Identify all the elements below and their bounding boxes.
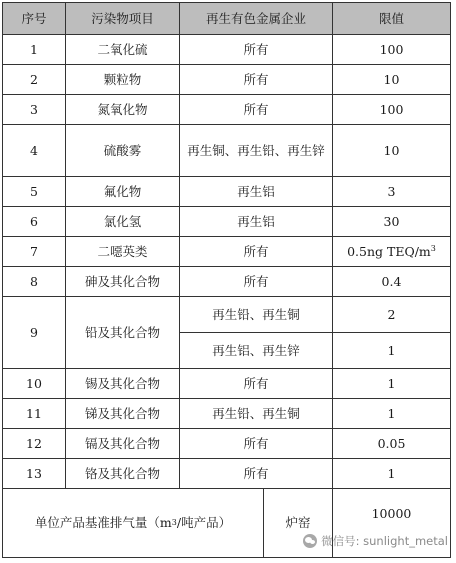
table-row xyxy=(3,95,451,125)
limit-value: 1 xyxy=(333,369,451,399)
pollutant-item: 氯化氢 xyxy=(66,207,180,237)
enterprise-type: 所有 xyxy=(180,95,333,125)
row-number: 3 xyxy=(3,95,66,125)
limit-value: 100 xyxy=(333,35,451,65)
row-number: 6 xyxy=(3,207,66,237)
enterprise-type: 所有 xyxy=(180,65,333,95)
limit-value: 10 xyxy=(333,65,451,95)
document-area xyxy=(2,2,451,558)
header-cell: 限值 xyxy=(333,3,451,35)
table-row xyxy=(3,35,451,65)
pollutant-item: 氟化物 xyxy=(66,177,180,207)
row-number: 11 xyxy=(3,399,66,429)
enterprise-type: 所有 xyxy=(180,459,333,489)
row-number: 13 xyxy=(3,459,66,489)
watermark-text: 微信号: sunlight_metal xyxy=(321,534,448,548)
table-row xyxy=(3,125,451,177)
header-row xyxy=(3,3,451,35)
enterprise-type: 再生铅、再生铜 xyxy=(180,297,333,333)
pollutant-item: 二噁英类 xyxy=(66,237,180,267)
watermark xyxy=(303,533,448,549)
row-number: 10 xyxy=(3,369,66,399)
wechat-icon xyxy=(303,534,317,548)
enterprise-type: 再生铝 xyxy=(180,177,333,207)
table-row xyxy=(3,429,451,459)
limit-value: 3 xyxy=(333,177,451,207)
limit-value: 10 xyxy=(333,125,451,177)
table-row xyxy=(3,267,451,297)
row-number: 12 xyxy=(3,429,66,459)
header-cell: 再生有色金属企业 xyxy=(180,3,333,35)
pollutant-item: 镉及其化合物 xyxy=(66,429,180,459)
row-number: 9 xyxy=(3,297,66,369)
pollutant-item: 二氧化硫 xyxy=(66,35,180,65)
row-number: 1 xyxy=(3,35,66,65)
limit-value: 1 xyxy=(333,399,451,429)
limit-value xyxy=(333,237,451,267)
pollutant-item: 氮氧化物 xyxy=(66,95,180,125)
enterprise-type: 所有 xyxy=(180,35,333,65)
header-cell: 污染物项目 xyxy=(66,3,180,35)
enterprise-type: 所有 xyxy=(180,267,333,297)
pollutant-item: 锡及其化合物 xyxy=(66,369,180,399)
enterprise-type: 再生铝 xyxy=(180,207,333,237)
row-number: 4 xyxy=(3,125,66,177)
limit-value: 100 xyxy=(333,95,451,125)
exhaust-volume-label: 单位产品基准排气量（m 3 /吨产品） xyxy=(3,489,264,557)
limit-value: 0.4 xyxy=(333,267,451,297)
emission-limits-table xyxy=(2,2,451,558)
limit-value: 30 xyxy=(333,207,451,237)
row-number: 8 xyxy=(3,267,66,297)
header-cell: 序号 xyxy=(3,3,66,35)
enterprise-type: 所有 xyxy=(180,369,333,399)
enterprise-type: 所有 xyxy=(180,237,333,267)
exhaust-label-post: /吨产品） xyxy=(176,515,232,530)
pollutant-item: 铅及其化合物 xyxy=(66,297,180,369)
exhaust-label-pre: 单位产品基准排气量（m xyxy=(34,515,172,530)
enterprise-type: 再生铝、再生锌 xyxy=(180,333,333,369)
footer-cell xyxy=(3,489,333,558)
row-number: 5 xyxy=(3,177,66,207)
table-row xyxy=(3,369,451,399)
pollutant-item: 锑及其化合物 xyxy=(66,399,180,429)
table-row xyxy=(3,459,451,489)
exhaust-value-text: 10000 xyxy=(371,506,412,521)
process-type: 炉窑 xyxy=(285,515,311,530)
table-row xyxy=(3,207,451,237)
table-row xyxy=(3,237,451,267)
table-row xyxy=(3,297,451,333)
row-number: 7 xyxy=(3,237,66,267)
limit-value: 1 xyxy=(333,333,451,369)
pollutant-item: 铬及其化合物 xyxy=(66,459,180,489)
limit-value: 0.05 xyxy=(333,429,451,459)
enterprise-type: 再生铜、再生铅、再生锌 xyxy=(180,125,333,177)
limit-value: 1 xyxy=(333,459,451,489)
table-row xyxy=(3,399,451,429)
pollutant-item: 砷及其化合物 xyxy=(66,267,180,297)
pollutant-item: 硫酸雾 xyxy=(66,125,180,177)
row-number: 2 xyxy=(3,65,66,95)
limit-value-base: 0.5ng TEQ/m xyxy=(347,243,431,259)
table-row xyxy=(3,177,451,207)
enterprise-type: 再生铅、再生铜 xyxy=(180,399,333,429)
limit-value: 2 xyxy=(333,297,451,333)
enterprise-type: 所有 xyxy=(180,429,333,459)
pollutant-item: 颗粒物 xyxy=(66,65,180,95)
limit-value-superscript: 3 xyxy=(430,243,436,253)
table-row xyxy=(3,65,451,95)
